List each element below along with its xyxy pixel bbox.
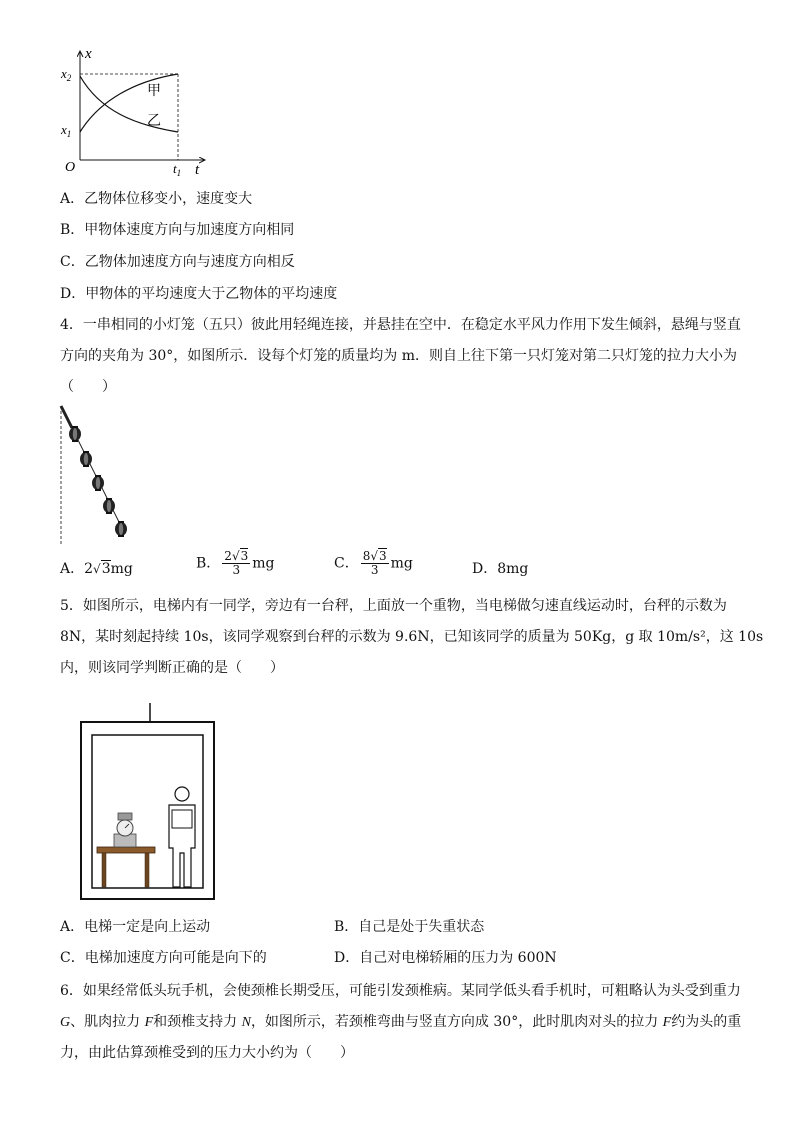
q5-stem-line1: 5．如图所示，电梯内有一同学，旁边有一台秤，上面放一个重物，当电梯做匀速直线运动时，台秤的示数为 [60,598,727,614]
curve-yi-label: 乙 [147,114,161,129]
displacement-time-graph [55,45,215,180]
curve-jia [80,74,178,132]
q6-stem-line3: 力，由此估算颈椎受到的压力大小约为（ ） [60,1045,354,1061]
q3-option-a: A．乙物体位移变小，速度变大 [60,191,253,207]
q6-stem-line2: G、肌肉拉力 F和颈椎支持力 N，如图所示，若颈椎弯曲与竖直方向成 30°，此时肌肉对头的拉力 F约为头的重 [60,1014,742,1030]
q3-option-c: C．乙物体加速度方向与速度方向相反 [60,254,295,270]
q5-option-d: D．自己对电梯轿厢的压力为 600N [334,950,557,966]
q5-stem-line2: 8N，某时刻起持续 10s，该同学观察到台秤的示数为 9.6N，已知该同学的质量为 50Kg，g 取 10m/s²，这 10s [60,629,764,645]
q3-option-d: D．甲物体的平均速度大于乙物体的平均速度 [60,286,338,302]
q5-option-c: C．电梯加速度方向可能是向下的 [60,950,267,966]
curve-yi [80,76,178,132]
q5-option-a: A．电梯一定是向上运动 [60,919,211,935]
axis-x-label: t [195,162,200,178]
x2-label: $x_2$ [61,66,72,83]
lantern-4 [103,498,115,514]
q4-option-d: D．8mg [472,561,529,577]
lantern-5 [115,521,127,537]
q4-option-a: A．2√3mg [60,561,133,577]
t1-label: $t_1$ [173,161,182,178]
q4-stem-line2: 方向的夹角为 30°，如图所示．设每个灯笼的质量均为 m．则自上往下第一只灯笼对第二只灯笼的拉力大小为 [60,348,737,364]
rope-top [61,406,72,428]
q3-option-b: B．甲物体速度方向与加速度方向相同 [60,222,295,238]
q5-option-b: B．自己是处于失重状态 [334,919,485,935]
q4-option-c: C． $\frac{8√3}{3}$ mg [334,549,413,577]
x1-label: $x_1$ [61,122,72,139]
axis-y-label: x [85,46,92,62]
q5-stem-line3: 内，则该同学判断正确的是（ ） [60,660,284,676]
q4-option-b: B． $\frac{2√3}{3}$ mg [196,549,275,577]
curve-jia-label: 甲 [147,84,161,99]
q6-stem-line1: 6．如果经常低头玩手机，会使颈椎长期受压，可能引发颈椎病。某同学低头看手机时，可粗略认为头受到重力 [60,983,741,999]
lanterns-figure [55,402,140,547]
origin-label: O [65,160,76,175]
q4-stem-line3: （ ） [60,379,116,395]
q4-stem-line1: 4．一串相同的小灯笼（五只）彼此用轻绳连接，并悬挂在空中．在稳定水平风力作用下发生倾斜，悬绳与竖直 [60,317,741,333]
elevator-figure [78,703,218,903]
